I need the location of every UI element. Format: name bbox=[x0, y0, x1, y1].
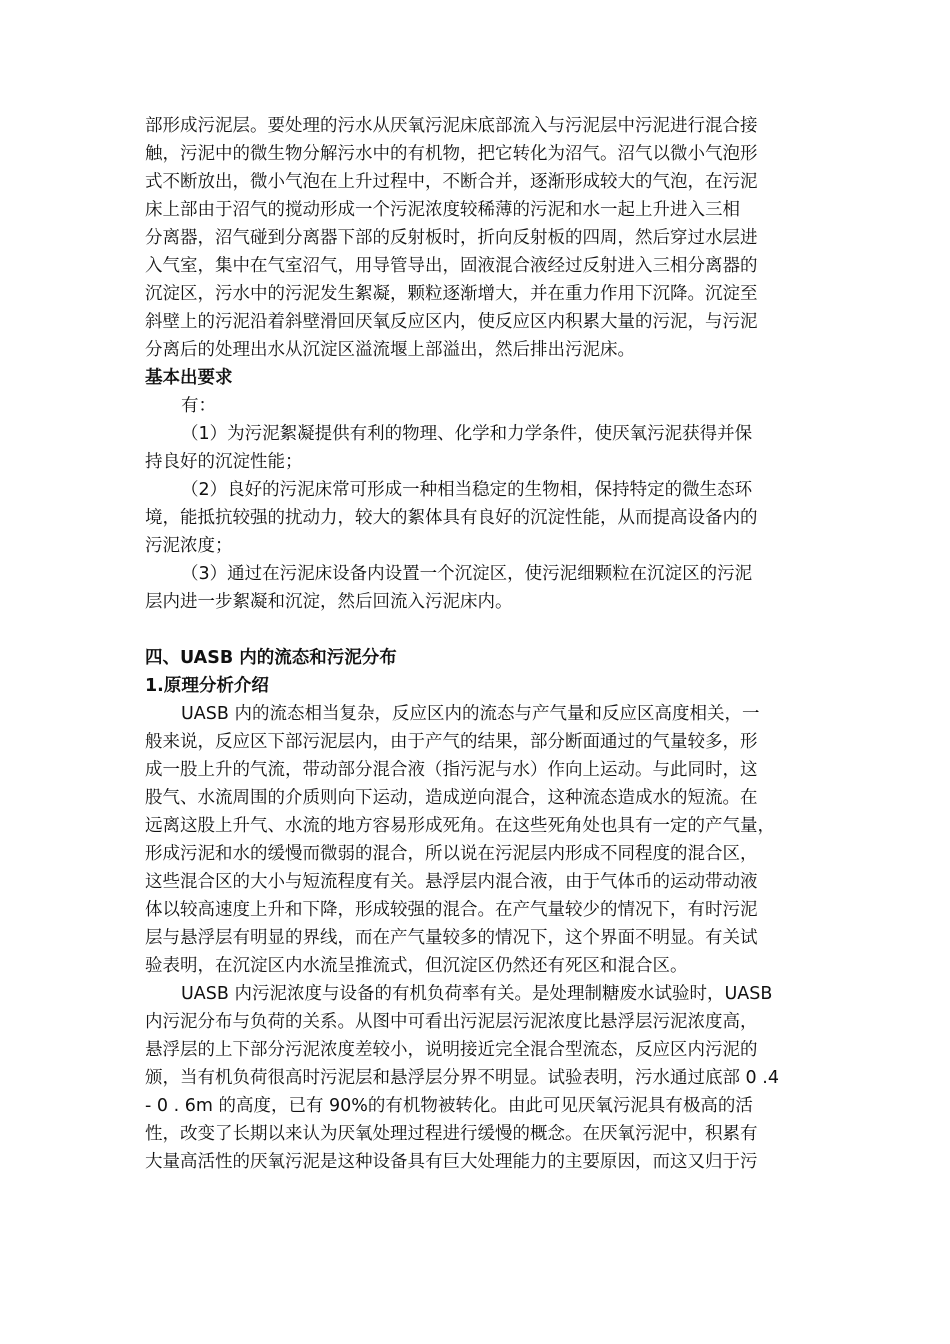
text-line: 持良好的沉淀性能； bbox=[145, 452, 303, 472]
text-line: 成一股上升的气流，带动部分混合液（指污泥与水）作向上运动。与此同时，这 bbox=[145, 760, 758, 780]
requirement-item-2 bbox=[145, 476, 808, 560]
requirements-heading: 基本出要求 bbox=[145, 368, 233, 388]
text-line: 体以较高速度上升和下降，形成较强的混合。在产气量较少的情况下，有时污泥 bbox=[145, 900, 758, 920]
text-line: 颁，当有机负荷很高时污泥层和悬浮层分界不明显。试验表明，污水通过底部 0 .4 bbox=[145, 1068, 779, 1088]
text-line: 沉淀区，污水中的污泥发生絮凝，颗粒逐渐增大，并在重力作用下沉降。沉淀至 bbox=[145, 284, 758, 304]
text-line: 斜壁上的污泥沿着斜壁滑回厌氧反应区内，使反应区内积累大量的污泥，与污泥 bbox=[145, 312, 758, 332]
text-line: 远离这股上升气、水流的地方容易形成死角。在这些死角处也具有一定的产气量， bbox=[145, 816, 775, 836]
text-line: 入气室，集中在气室沼气，用导管导出，固液混合液经过反射进入三相分离器的 bbox=[145, 256, 758, 276]
text-line: 性，改变了长期以来认为厌氧处理过程进行缓慢的概念。在厌氧污泥中，积累有 bbox=[145, 1124, 758, 1144]
text-line: 形成污泥和水的缓慢而微弱的混合，所以说在污泥层内形成不同程度的混合区， bbox=[145, 844, 758, 864]
requirement-item-1 bbox=[145, 420, 808, 476]
text-line: 床上部由于沼气的搅动形成一个污泥浓度较稀薄的污泥和水一起上升进入三相 bbox=[145, 200, 740, 220]
requirements-intro: 有： bbox=[181, 396, 216, 416]
text-line: 内污泥分布与负荷的关系。从图中可看出污泥层污泥浓度比悬浮层污泥浓度高， bbox=[145, 1012, 758, 1032]
text-line: 境，能抵抗较强的扰动力，较大的絮体具有良好的沉淀性能，从而提高设备内的 bbox=[145, 508, 758, 528]
text-line: 分离器，沼气碰到分离器下部的反射板时，折向反射板的四周，然后穿过水层进 bbox=[145, 228, 758, 248]
text-line: UASB 内的流态相当复杂，反应区内的流态与产气量和反应区高度相关，一 bbox=[181, 704, 760, 724]
text-line: （3）通过在污泥床设备内设置一个沉淀区，使污泥细颗粒在沉淀区的污泥 bbox=[181, 564, 753, 584]
text-line: UASB 内污泥浓度与设备的有机负荷率有关。是处理制糖废水试验时，UASB bbox=[181, 984, 773, 1004]
text-line: 验表明，在沉淀区内水流呈推流式，但沉淀区仍然还有死区和混合区。 bbox=[145, 956, 688, 976]
section-heading: 四、UASB 内的流态和污泥分布 bbox=[145, 648, 397, 668]
text-line: 大量高活性的厌氧污泥是这种设备具有巨大处理能力的主要原因，而这又归于污 bbox=[145, 1152, 758, 1172]
text-line: 分离后的处理出水从沉淀区溢流堰上部溢出，然后排出污泥床。 bbox=[145, 340, 635, 360]
text-line: 层与悬浮层有明显的界线，而在产气量较多的情况下，这个界面不明显。有关试 bbox=[145, 928, 758, 948]
spacer bbox=[145, 616, 808, 644]
requirement-item-3 bbox=[145, 560, 808, 616]
text-line: - 0 . 6m 的高度，已有 90%的有机物被转化。由此可见厌氧污泥具有极高的活 bbox=[145, 1096, 753, 1116]
paragraph-sludge-distribution bbox=[145, 980, 808, 1176]
subsection-heading: 1.原理分析介绍 bbox=[145, 676, 269, 696]
text-line: （2）良好的污泥床常可形成一种相当稳定的生物相，保持特定的微生态环 bbox=[181, 480, 753, 500]
text-line: 触，污泥中的微生物分解污水中的有机物，把它转化为沼气。沼气以微小气泡形 bbox=[145, 144, 758, 164]
text-line: 股气、水流周围的介质则向下运动，造成逆向混合，这种流态造成水的短流。在 bbox=[145, 788, 758, 808]
paragraph-sludge-bed-process bbox=[145, 112, 808, 364]
document-body bbox=[145, 112, 808, 1176]
text-line: 层内进一步絮凝和沉淀，然后回流入污泥床内。 bbox=[145, 592, 513, 612]
text-line: 这些混合区的大小与短流程度有关。悬浮层内混合液，由于气体币的运动带动液 bbox=[145, 872, 758, 892]
text-line: 般来说，反应区下部污泥层内，由于产气的结果，部分断面通过的气量较多，形 bbox=[145, 732, 758, 752]
text-line: 部形成污泥层。要处理的污水从厌氧污泥床底部流入与污泥层中污泥进行混合接 bbox=[145, 116, 758, 136]
text-line: 式不断放出，微小气泡在上升过程中，不断合并，逐渐形成较大的气泡，在污泥 bbox=[145, 172, 758, 192]
text-line: （1）为污泥絮凝提供有利的物理、化学和力学条件，使厌氧污泥获得并保 bbox=[181, 424, 753, 444]
text-line: 悬浮层的上下部分污泥浓度差较小，说明接近完全混合型流态，反应区内污泥的 bbox=[145, 1040, 758, 1060]
text-line: 污泥浓度； bbox=[145, 536, 233, 556]
paragraph-flow-pattern bbox=[145, 700, 808, 980]
